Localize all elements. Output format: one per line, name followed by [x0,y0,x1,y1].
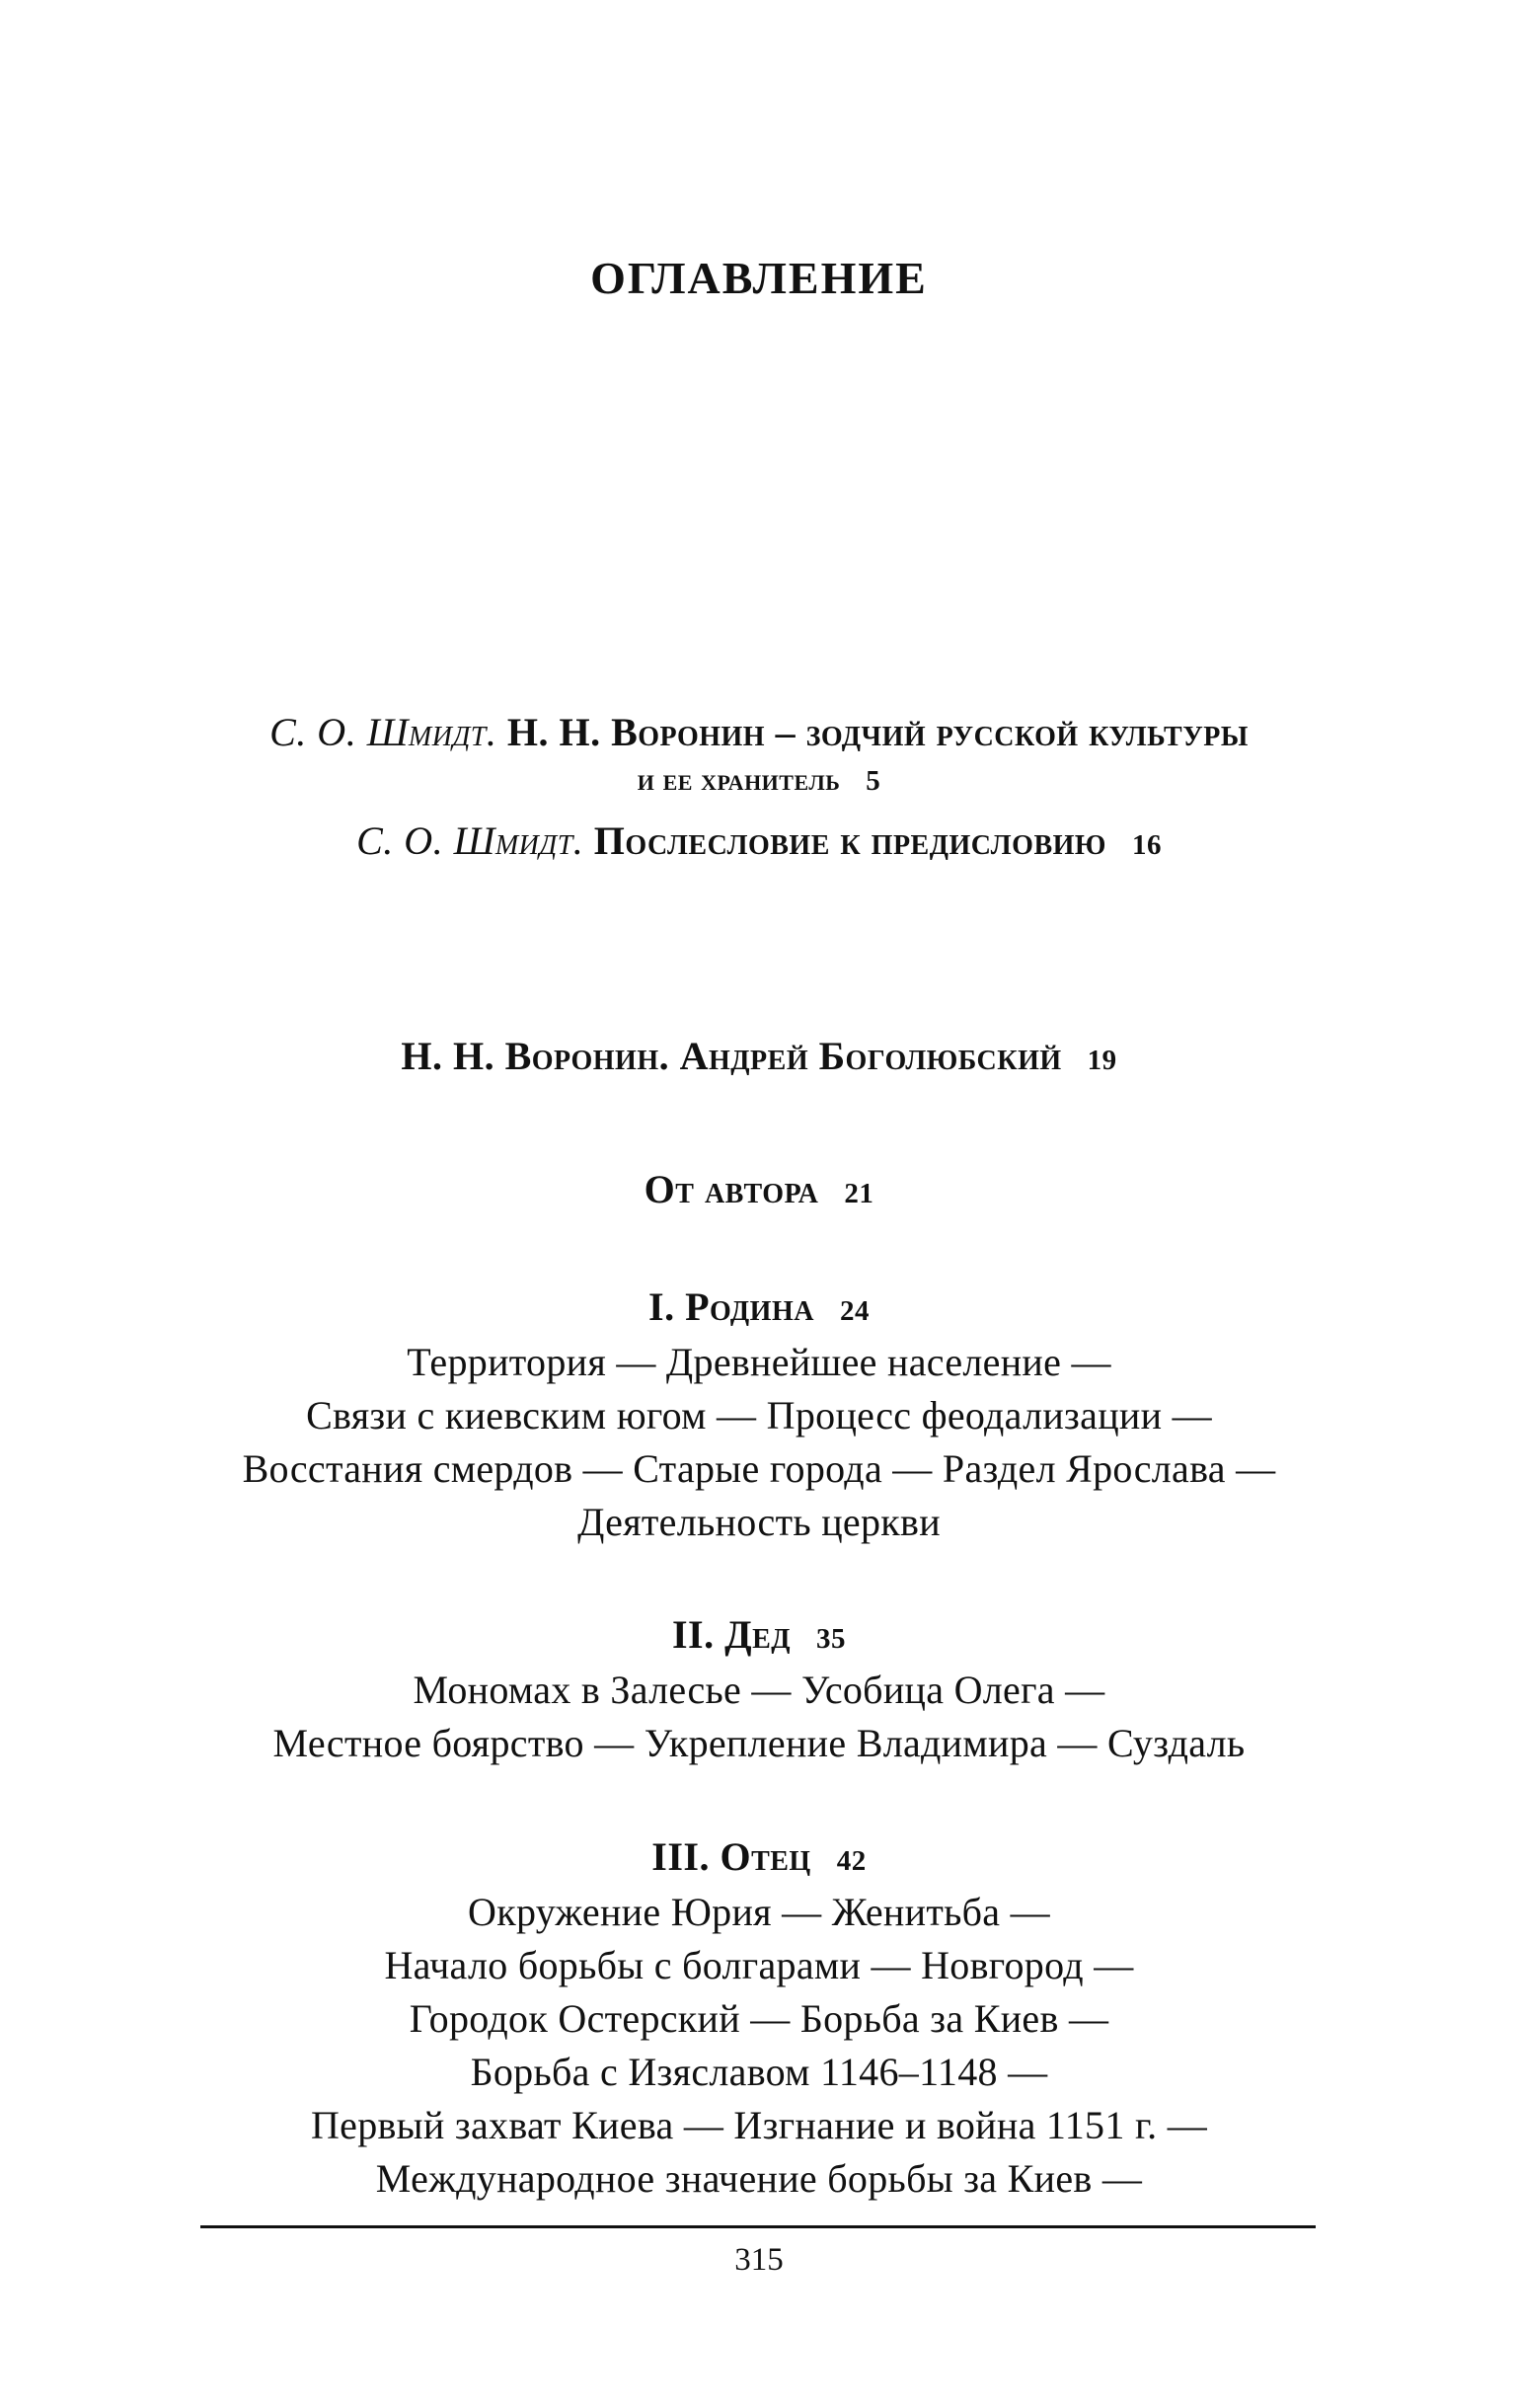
toc-page-number: 16 [1131,829,1162,861]
toc-heading: Н. Н. Воронин – зодчий русской культуры [506,710,1249,754]
toc-page-number: 19 [1087,1045,1117,1076]
toc-chapter-1-line: Территория — Древнейшее население — [407,1340,1111,1384]
toc-chapter-1-line: Деятельность церкви [577,1500,941,1544]
toc-entry-preface [0,1166,1518,1212]
toc-page-number: 24 [839,1295,870,1327]
page-number: 315 [734,2242,784,2278]
toc-page-number: 21 [844,1178,874,1209]
toc-heading: I. Родина [648,1284,814,1329]
toc-entry-foreword-1-cont [0,762,1518,798]
toc-page-number: 5 [866,765,881,797]
toc-chapter-1-heading [0,1283,1518,1330]
toc-heading: Послесловие к предисловию [593,818,1106,863]
toc-author: С. О. Шмидт. [356,818,584,863]
toc-chapter-3-line: Окружение Юрия — Женитьба — [468,1890,1050,1934]
toc-chapter-3-line: Международное значение борьбы за Киев — [375,2156,1143,2201]
toc-chapter-3-line: Городок Остерский — Борьба за Киев — [409,1996,1109,2041]
toc-chapter-3-line: Первый захват Киева — Изгнание и война 1151 г. — [310,2103,1208,2147]
toc-heading-cont: и ее хранитель [637,762,841,797]
toc-heading: Н. Н. Воронин. Андрей Боголюбский [401,1034,1062,1078]
toc-heading: III. Отец [651,1834,811,1879]
footer-rule [200,2225,1316,2228]
toc-chapter-1-line: Связи с киевским югом — Процесс феодализации — [306,1393,1212,1437]
toc-page-number: 42 [836,1845,867,1877]
toc-chapter-2-line: Мономах в Залесье — Усобица Олега — [413,1668,1105,1712]
toc-entry-afterword [0,817,1518,864]
toc-chapter-2-heading [0,1611,1518,1658]
toc-chapter-2-line: Местное боярство — Укрепление Владимира — Суздаль [272,1721,1246,1765]
toc-entry-foreword-1 [0,709,1518,755]
toc-chapter-3-heading [0,1833,1518,1880]
page-title: ОГЛАВЛЕНИЕ [590,253,928,303]
toc-heading: II. Дед [671,1612,792,1657]
toc-entry-book [0,1033,1518,1079]
toc-chapter-3-line: Начало борьбы с болгарами — Новгород — [384,1943,1134,1987]
toc-page-number: 35 [816,1623,847,1655]
toc-chapter-3-line: Борьба с Изяславом 1146–1148 — [470,2050,1048,2094]
toc-chapter-1-line: Восстания смердов — Старые города — Раздел Ярослава — [242,1446,1276,1491]
toc-heading: От автора [644,1167,819,1211]
toc-author: С. О. Шмидт. [269,710,497,754]
